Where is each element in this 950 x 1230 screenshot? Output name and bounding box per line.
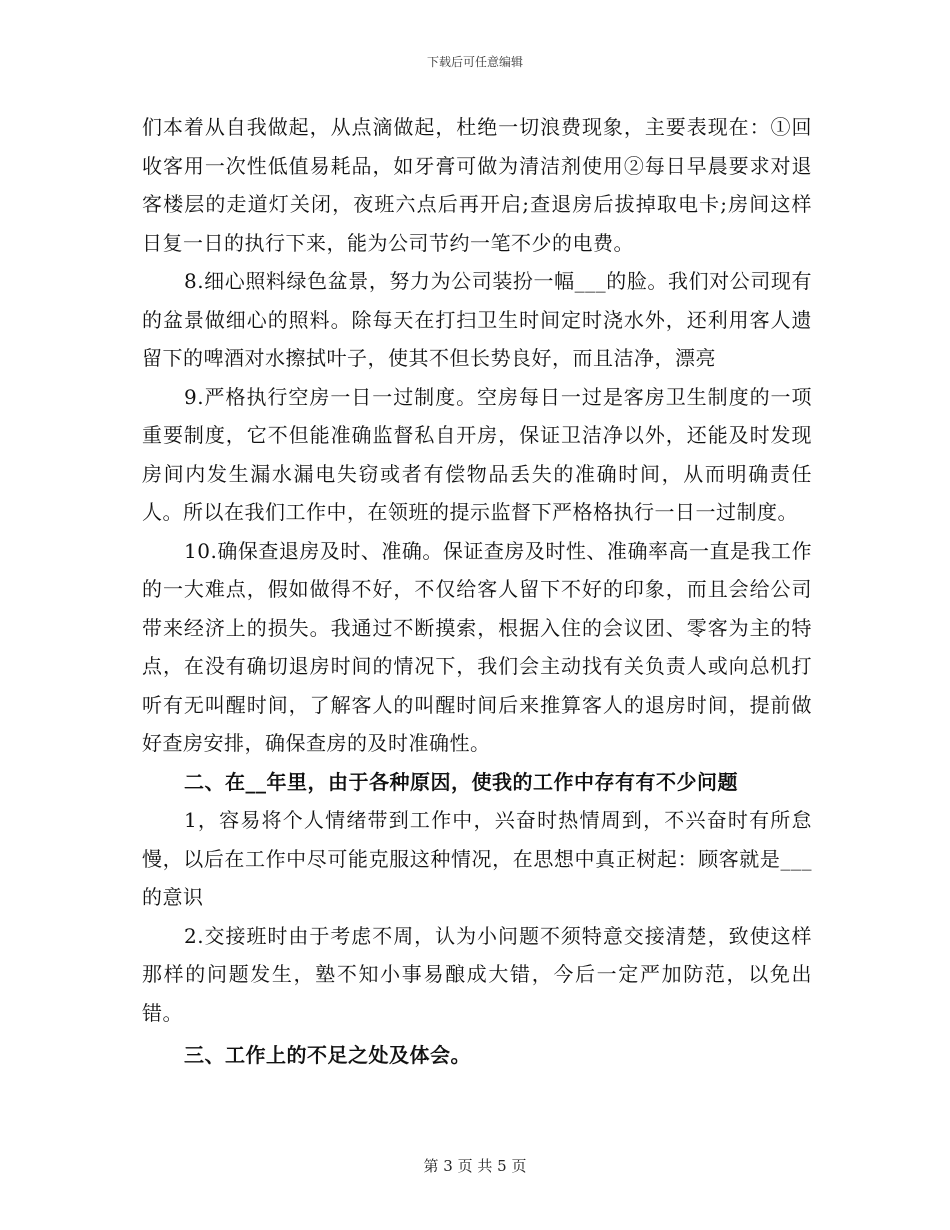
paragraph-continuation: 们本着从自我做起，从点滴做起，杜绝一切浪费现象，主要表现在：①回收客用一次性低值易耗品，如牙膏可做为清洁剂使用②每日早晨要求对退客楼层的走道灯关闭，夜班六点后再开启;查退房后拔掉取电卡;房间这样日复一日的执行下来，能为公司节约一笔不少的电费。 xyxy=(142,115,812,255)
paragraph-item-8: 8.细心照料绿色盆景，努力为公司装扮一幅___的脸。我们对公司现有的盆景做细心的照料。除每天在打扫卫生时间定时浇水外，还利用客人遗留下的啤酒对水擦拭叶子，使其不但长势良好，而且洁净，漂亮 xyxy=(142,269,812,370)
page-header: 下载后可任意编辑 xyxy=(426,55,523,69)
paragraph-item-9: 9.严格执行空房一日一过制度。空房每日一过是客房卫生制度的一项重要制度，它不但能准确监督私自开房，保证卫洁净以外，还能及时发现房间内发生漏水漏电失窃或者有偿物品丢失的准确时间，从而明确责任人。所以在我们工作中，在领班的提示监督下严格格执行一日一过制度。 xyxy=(142,384,812,524)
paragraph-problem-2: 2.交接班时由于考虑不周，认为小问题不须特意交接清楚，致使这样那样的问题发生，塾不知小事易酿成大错，今后一定严加防范，以免出错。 xyxy=(142,923,812,1025)
document-body xyxy=(142,108,812,1075)
paragraph-problem-1: 1，容易将个人情绪带到工作中，兴奋时热情周到，不兴奋时有所怠慢，以后在工作中尽可能克服这种情况，在思想中真正树起：顾客就是___的意识 xyxy=(142,808,812,909)
paragraph-item-10: 10.确保查退房及时、准确。保证查房及时性、准确率高一直是我工作的一大难点，假如做得不好，不仅给客人留下不好的印象，而且会给公司带来经济上的损失。我通过不断摸索，根据入住的会议团、零客为主的特点，在没有确切退房时间的情况下，我们会主动找有关负责人或向总机打听有无叫醒时间，了解客人的叫醒时间后来推算客人的退房时间，提前做好查房安排，确保查房的及时准确性。 xyxy=(142,538,812,755)
section-heading-3: 三、工作上的不足之处及体会。 xyxy=(184,1043,471,1067)
section-heading-2: 二、在__年里，由于各种原因，使我的工作中存有有不少问题 xyxy=(184,769,738,794)
page-footer: 第 3 页 共 5 页 xyxy=(423,1157,527,1175)
